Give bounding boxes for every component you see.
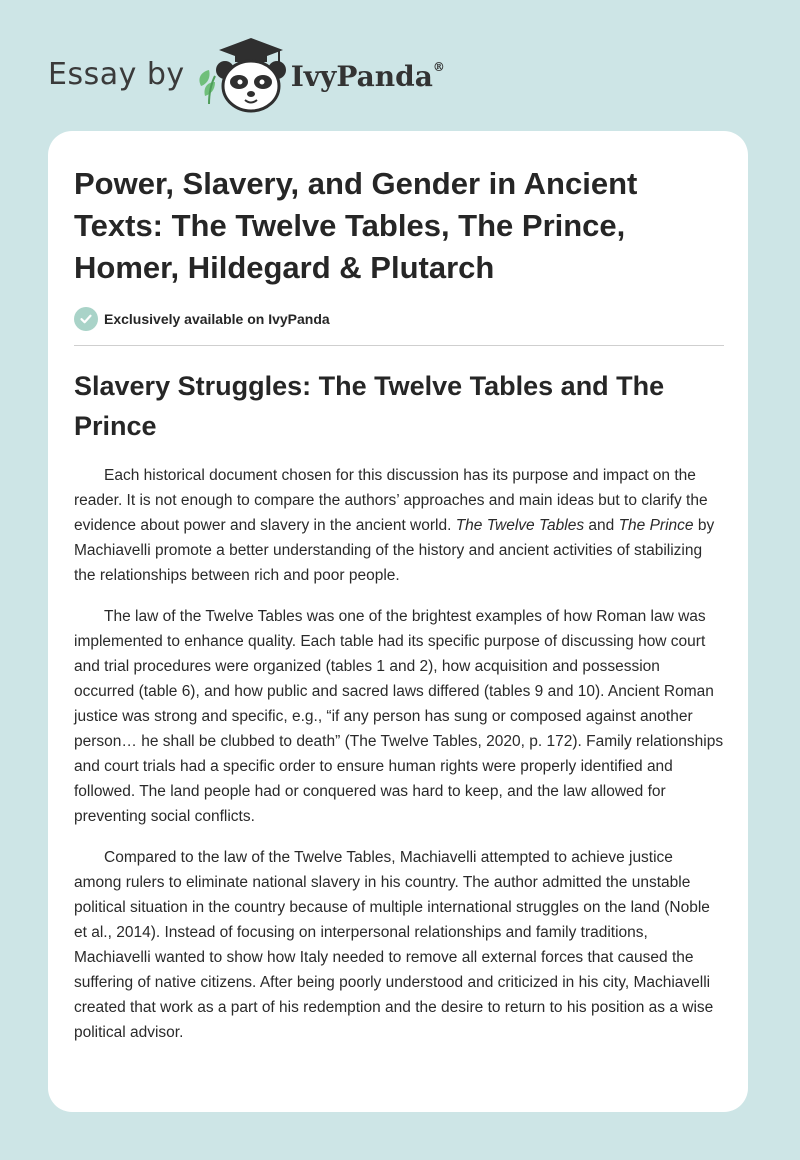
essay-by-label: Essay by [48, 56, 185, 92]
exclusive-badge [74, 307, 330, 331]
paragraph-1: Each historical document chosen for this discussion has its purpose and impact on the reader. It is not enough to compare the authors’ approaches and main ideas but to clarify the evidence about power and slavery in the ancient world. The Twelve Tables and The Prince by Machiavelli promote a better understanding of the history and ancient activities of stabilizing the relationships between rich and poor people. [74, 467, 715, 584]
essay-title: Power, Slavery, and Gender in Ancient Texts: The Twelve Tables, The Prince, Homer, Hildegard & Plutarch [74, 166, 638, 285]
essay-body [74, 463, 724, 1061]
registered-mark: ® [432, 60, 445, 75]
title-twelve-tables: The Twelve Tables [455, 517, 585, 534]
divider [74, 345, 724, 346]
exclusive-label: Exclusively available on IvyPanda [104, 311, 330, 327]
panda-graduate-logo-icon[interactable] [195, 34, 287, 114]
paragraph-2: The law of the Twelve Tables was one of the brightest examples of how Roman law was implemented to enhance quality. Each table had its specific purpose of discussing how court and trial procedures were organized (tables 1 and 2), how acquisition and possession occurred (table 6), and how public and sacred laws differed (tables 9 and 10). Ancient Roman justice was strong and specific, e.g., “if any person has sung or composed against another person… he shall be clubbed to death” (The Twelve Tables, 2020, p. 172). Family relationships and court trials had a specific order to ensure human rights were properly identified and followed. The land people had or conquered was hard to keep, and the law allowed for preventing social conflicts. [74, 608, 724, 825]
essay-card [48, 131, 748, 1112]
paragraph-3: Compared to the law of the Twelve Tables, Machiavelli attempted to achieve justice among rulers to eliminate national slavery in his country. The author admitted the unstable political situation in the country because of multiple international struggles on the land (Noble et al., 2014). Instead of focusing on interpersonal relationships and family traditions, Machiavelli wanted to show how Italy needed to remove all external forces that caused the suffering of native citizens. After being poorly understood and criticized in his city, Machiavelli created that work as a part of his redemption and the desire to return to his position as a wise political advisor. [74, 849, 714, 1041]
section-heading: Slavery Struggles: The Twelve Tables and The Prince [74, 371, 665, 441]
check-icon [74, 307, 98, 331]
site-header [48, 34, 445, 114]
title-the-prince: The Prince [618, 517, 694, 534]
brand-name[interactable]: IvyPanda® [290, 59, 445, 93]
